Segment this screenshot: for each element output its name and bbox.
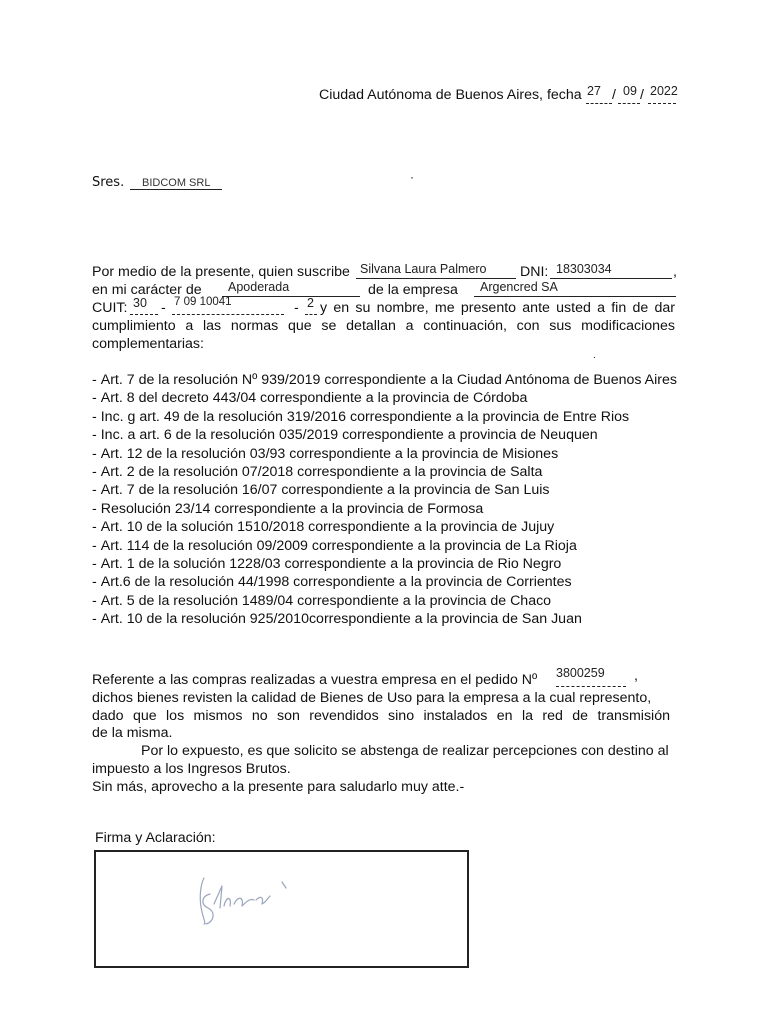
closing-line-5: Por lo expuesto, es que solicito se abstenga de realizar percepciones con destino al — [141, 743, 669, 759]
dni-comma: , — [673, 264, 677, 280]
cuit-dash-1: - — [161, 300, 166, 316]
intro-line-1: Por medio de la presente, quien suscribe — [92, 264, 350, 280]
order-number: 3800259 — [556, 666, 605, 680]
date-day: 27 — [587, 84, 601, 98]
place-date-label: Ciudad Autónoma de Buenos Aires, fecha — [319, 87, 582, 103]
date-month-line — [618, 103, 640, 104]
intro-line-3: y en su nombre, me presento ante usted a fin de dar — [320, 300, 675, 316]
article-item — [92, 389, 692, 407]
article-bullet: - — [92, 464, 97, 481]
article-item — [92, 500, 692, 518]
company-value: Argencred SA — [480, 280, 558, 294]
cuit-number: 7 09 10041 — [174, 296, 232, 308]
closing-line-1: Referente a las compras realizadas a vuestra empresa en el pedido Nº — [92, 672, 538, 688]
article-bullet: - — [92, 519, 97, 536]
article-bullet: - — [92, 390, 97, 407]
date-year: 2022 — [650, 84, 678, 98]
date-day-line — [586, 103, 612, 104]
dni-value: 18303034 — [556, 262, 612, 276]
order-number-line — [556, 686, 626, 687]
date-year-line — [648, 103, 676, 104]
company-line — [474, 296, 676, 297]
closing-line-2: dichos bienes revisten la calidad de Bienes de Uso para la empresa a la cual represento, — [92, 690, 652, 706]
article-bullet: - — [92, 592, 97, 609]
article-text: Art. 114 de la resolución 09/2009 correspondiente a la provincia de La Rioja — [100, 537, 577, 554]
intro-line-2b: de la empresa — [368, 282, 458, 298]
article-text: Art. 2 de la resolución 07/2018 correspondiente a la provincia de Salta — [100, 464, 543, 481]
intro-line-2a: en mi carácter de — [92, 282, 202, 298]
article-text: Art. 10 de la resolución 925/2010correspondiente a la provincia de San Juan — [100, 611, 582, 628]
role-line — [222, 296, 360, 297]
cuit-dash-2: - — [294, 300, 299, 316]
article-text: Inc. a art. 6 de la resolución 035/2019 correspondiente a provincia de Neuquen — [100, 427, 598, 444]
cuit-suffix-line — [305, 314, 317, 315]
articles-list — [92, 371, 692, 629]
closing-line-3: dado que los mismos no son revendidos sino instalados en la red de transmisión — [92, 708, 670, 724]
article-item — [92, 555, 692, 573]
article-bullet: - — [92, 574, 97, 591]
signer-name: Silvana Laura Palmero — [360, 262, 487, 276]
article-bullet: - — [92, 482, 97, 499]
article-text: Art. 12 de la resolución 03/93 correspondiente a la provincia de Misiones — [100, 445, 559, 462]
article-item — [92, 445, 692, 463]
article-bullet: - — [92, 611, 97, 628]
article-text: Art. 7 de la resolución Nº 939/2019 correspondiente a la Ciudad Antónoma de Buenos Aires — [100, 372, 677, 388]
article-text: Resolución 23/14 correspondiente a la provincia de Formosa — [100, 500, 484, 517]
closing-line-7: Sin más, aprovecho a la presente para saludarlo muy atte.- — [92, 779, 465, 795]
closing-comma: , — [634, 668, 638, 684]
article-item — [92, 426, 692, 444]
article-text: Inc. g art. 49 de la resolución 319/2016 correspondiente a la provincia de Entre Rios — [100, 408, 630, 425]
intro-line-5: complementarias: — [92, 336, 204, 352]
article-text: Art. 5 de la resolución 1489/04 correspondiente a la provincia de Chaco — [100, 592, 552, 609]
article-text: Art. 8 del decreto 443/04 correspondiente a la provincia de Córdoba — [100, 390, 528, 407]
article-item — [92, 573, 692, 591]
article-text: Art. 7 de la resolución 16/07 correspondiente a la provincia de San Luis — [100, 482, 550, 499]
signer-name-line — [356, 278, 516, 279]
date-sep-1: / — [612, 87, 616, 103]
article-item — [92, 408, 692, 426]
closing-line-6: impuesto a los Ingresos Brutos. — [92, 761, 291, 777]
date-sep-2: / — [640, 87, 644, 103]
article-text: Art. 10 de la solución 1510/2018 correspondiente a la provincia de Jujuy — [100, 519, 555, 536]
article-item — [92, 463, 692, 481]
cuit-number-line — [172, 314, 284, 315]
date-month: 09 — [623, 84, 637, 98]
stray-mark: . — [593, 350, 596, 361]
cuit-suffix: 2 — [307, 296, 314, 310]
article-item — [92, 610, 692, 628]
article-bullet: - — [92, 556, 97, 573]
recipient-name: BIDCOM SRL — [142, 177, 211, 189]
article-text: Art.6 de la resolución 44/1998 correspondiente a la provincia de Corrientes — [100, 574, 572, 591]
closing-line-4: de la misma. — [92, 725, 173, 741]
article-item — [92, 537, 692, 555]
article-item — [92, 481, 692, 499]
signature-box — [94, 850, 469, 968]
recipient-line — [130, 189, 222, 190]
article-item — [92, 371, 692, 389]
recipient-label: Sres. — [92, 175, 125, 190]
article-text: Art. 1 de la solución 1228/03 correspondiente a la provincia de Rio Negro — [100, 556, 562, 573]
dni-line — [550, 278, 672, 279]
dni-label: DNI: — [520, 264, 549, 280]
cuit-prefix-line — [130, 314, 158, 315]
handwritten-signature — [96, 852, 467, 966]
cuit-prefix: 30 — [133, 296, 147, 310]
article-bullet: - — [92, 408, 97, 425]
article-bullet: - — [92, 427, 97, 444]
article-bullet: - — [92, 500, 97, 517]
article-bullet: - — [92, 372, 97, 388]
article-bullet: - — [92, 445, 97, 462]
stray-dot: · — [410, 170, 414, 184]
intro-line-4: cumplimiento a las normas que se detallan a continuación, con sus modificaciones — [92, 318, 675, 334]
article-item — [92, 592, 692, 610]
cuit-label: CUIT: — [92, 300, 128, 316]
signature-label: Firma y Aclaración: — [95, 830, 216, 846]
article-item — [92, 518, 692, 536]
article-bullet: - — [92, 537, 97, 554]
role-value: Apoderada — [228, 280, 290, 294]
